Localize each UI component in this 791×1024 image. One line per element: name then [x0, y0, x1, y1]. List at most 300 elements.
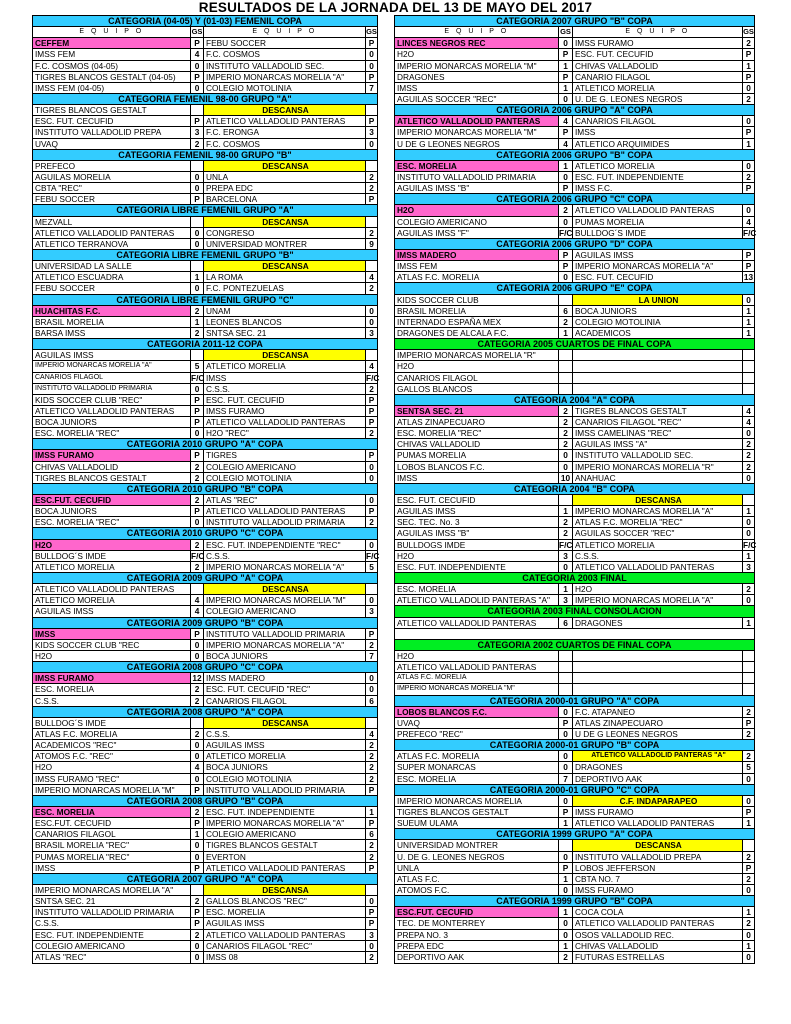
home-score: P	[559, 183, 573, 193]
match-row	[33, 49, 377, 60]
away-score: 2	[746, 93, 751, 104]
category-header	[395, 484, 754, 495]
away-score: 0	[746, 294, 751, 305]
away-team: AGUILAS IMSS	[204, 918, 366, 928]
home-team: LINCES NEGROS REC	[395, 38, 559, 48]
match-row	[395, 428, 754, 439]
away-score: 0	[746, 205, 751, 216]
away-team: C.S.S.	[573, 551, 743, 561]
home-score: P	[191, 629, 204, 639]
away-score: P	[745, 127, 752, 138]
away-team: ESC. FUT. CECUFID	[573, 49, 743, 59]
match-row	[395, 406, 754, 417]
match-row	[33, 172, 377, 183]
away-score: P	[745, 71, 752, 82]
home-team: ATLETICO VALLADOLID PANTERAS	[33, 406, 191, 416]
home-team: CANARIOS FILAGOL	[33, 373, 191, 383]
home-score	[559, 361, 573, 371]
home-team: BULLDOGS IMDE	[395, 540, 559, 550]
match-row	[33, 762, 377, 773]
home-score: 2	[191, 729, 204, 739]
match-row	[33, 930, 377, 941]
home-team: SUPER MONARCAS	[395, 762, 559, 772]
category-title: CATEGORIA 2006 GRUPO "A" COPA	[496, 105, 653, 116]
away-team	[573, 361, 743, 371]
match-row	[395, 673, 754, 684]
home-team: UNLA	[395, 863, 559, 873]
away-team: LEONES BLANCOS	[204, 317, 366, 327]
category-title: CATEGORIA 2004 "B" COPA	[514, 483, 635, 494]
away-score: 2	[369, 383, 374, 394]
home-team: CEFFEM	[33, 38, 191, 48]
away-team: F.C. PONTEZUELAS	[204, 283, 366, 293]
match-row	[395, 952, 754, 963]
away-score: 2	[369, 951, 374, 962]
category-header	[33, 205, 377, 216]
home-team: FEBU SOCCER	[33, 194, 191, 204]
home-score: 0	[559, 450, 573, 460]
match-row	[395, 863, 754, 874]
home-score: 0	[191, 852, 204, 862]
home-score: 0	[191, 774, 204, 784]
match-row	[395, 473, 754, 484]
home-score	[191, 584, 204, 594]
away-score: P	[368, 405, 375, 416]
home-score	[191, 105, 204, 115]
match-row	[33, 673, 377, 684]
category-title: CATEGORIA 2010 GRUPO "C" COPA	[126, 528, 284, 539]
home-team: ESC. MORELIA "REC"	[33, 517, 191, 527]
home-score	[559, 373, 573, 383]
away-team: IMSS MADERO	[204, 673, 366, 683]
home-score: 0	[559, 762, 573, 772]
away-score	[743, 350, 754, 360]
home-team: SNTSA SEC. 21	[33, 896, 191, 906]
away-team: ESC. FUT. CECUFID	[204, 395, 366, 405]
match-row	[395, 306, 754, 317]
away-team	[573, 350, 743, 360]
home-score: P	[191, 450, 204, 460]
away-team: IMSS FURAMO	[573, 38, 743, 48]
away-score: P	[745, 183, 752, 194]
match-row	[33, 684, 377, 695]
away-score	[366, 584, 377, 594]
home-team: AGUILAS IMSS "B"	[395, 528, 559, 538]
away-score: 6	[369, 829, 374, 840]
match-row	[395, 707, 754, 718]
match-row	[395, 907, 754, 918]
home-score: 3	[559, 551, 573, 561]
home-score: 0	[191, 751, 204, 761]
match-row	[33, 562, 377, 573]
away-team: IMPERIO MONARCAS MORELIA "A"	[573, 595, 743, 605]
match-row	[395, 840, 754, 851]
category-header	[33, 439, 377, 450]
home-score: 10	[559, 473, 573, 483]
category-title: CATEGORIA 2000-01 GRUPO "B" COPA	[489, 740, 660, 751]
home-score: P	[191, 194, 204, 204]
away-team: ATLAS "REC"	[204, 495, 366, 505]
home-score: 2	[191, 139, 204, 149]
home-score: 7	[559, 774, 573, 784]
category-header	[395, 16, 754, 27]
match-row	[33, 283, 377, 294]
away-team: INSTITUTO VALLADOLID PRIMARIA	[204, 517, 366, 527]
away-team: AGUILAS SOCCER "REC"	[573, 528, 743, 538]
match-row	[395, 751, 754, 762]
home-team: ATLAS F.C. MORELIA	[395, 751, 559, 761]
match-row	[395, 295, 754, 306]
home-score: P	[559, 718, 573, 728]
home-team: MEZVALL	[33, 217, 191, 227]
away-score: 2	[369, 428, 374, 439]
away-team: AGUILAS IMSS	[573, 250, 743, 260]
category-header	[395, 696, 754, 707]
away-score: P	[745, 806, 752, 817]
match-row	[33, 317, 377, 328]
category-title: CATEGORIA 2000-01 GRUPO "C" COPA	[489, 784, 660, 795]
away-score: 1	[746, 818, 751, 829]
home-score: GS	[559, 27, 573, 37]
away-team: AGUILAS IMSS "A"	[573, 439, 743, 449]
home-team: ATLAS F.C. MORELIA	[395, 272, 559, 282]
page-title: RESULTADOS DE LA JORNADA DEL 13 DE MAYO DEL 2017	[198, 0, 593, 15]
away-score: 0	[369, 49, 374, 60]
home-team: DRAGONES DE ALCALA F.C.	[395, 328, 559, 338]
away-score: 2	[746, 918, 751, 929]
column-header-row	[395, 27, 754, 38]
home-score: P	[191, 785, 204, 795]
home-score	[559, 350, 573, 360]
away-score: 6	[369, 695, 374, 706]
home-score: P	[191, 406, 204, 416]
match-row	[33, 506, 377, 517]
home-score	[191, 161, 204, 171]
home-score: P	[559, 807, 573, 817]
home-team: BOCA JUNIORS	[33, 506, 191, 516]
away-team: IMPERIO MONARCAS MORELIA "A"	[204, 72, 366, 82]
match-row	[395, 551, 754, 562]
match-row	[395, 684, 754, 695]
category-title: CATEGORIA LIBRE FEMENIL GRUPO "C"	[116, 294, 294, 305]
home-score: F/C	[191, 372, 205, 383]
home-team: SENTSA SEC. 21	[395, 406, 559, 416]
away-score: 4	[746, 405, 751, 416]
away-team: BARCELONA	[204, 194, 366, 204]
away-team: CANARIOS FILAGOL	[204, 696, 366, 706]
match-row	[33, 239, 377, 250]
home-score: 1	[191, 829, 204, 839]
match-row	[395, 462, 754, 473]
category-title: CATEGORIA 2003 FINAL CONSOLACION	[487, 606, 662, 617]
home-team: BARSA IMSS	[33, 328, 191, 338]
home-team: INSTITUTO VALLADOLID PRIMARIA	[33, 384, 191, 394]
away-score: P	[745, 717, 752, 728]
category-title: CATEGORIA 2008 GRUPO "B" COPA	[126, 795, 284, 806]
match-row	[395, 651, 754, 662]
away-score: 13	[743, 272, 754, 283]
away-score: 1	[746, 60, 751, 71]
away-score: 0	[746, 82, 751, 93]
match-row	[33, 261, 377, 272]
away-score: P	[745, 261, 752, 272]
away-team: INSTITUTO VALLADOLID SEC.	[204, 61, 366, 71]
away-score: F/C	[366, 372, 380, 383]
home-score: 4	[559, 139, 573, 149]
away-score: F/C	[743, 227, 757, 238]
home-score: 1	[559, 818, 573, 828]
away-score: 0	[746, 472, 751, 483]
home-team: BRASIL MORELIA	[395, 306, 559, 316]
away-team: IMPERIO MONARCAS MORELIA "A"	[573, 261, 743, 271]
home-score: 0	[559, 729, 573, 739]
away-team: IMPERIO MONARCAS MORELIA "R"	[573, 462, 743, 472]
match-row	[33, 952, 377, 963]
category-title: CATEGORIA 2003 FINAL	[522, 573, 627, 584]
category-title: CATEGORIA 2007 GRUPO "B" COPA	[496, 16, 653, 26]
category-header	[33, 339, 377, 350]
away-score: 0	[746, 595, 751, 606]
home-team: BULLDOG´S IMDE	[33, 551, 191, 561]
match-row	[33, 428, 377, 439]
home-score: 0	[559, 172, 573, 182]
away-team: ATLAS ZINAPECUARO	[573, 718, 743, 728]
away-score: 2	[746, 873, 751, 884]
match-row	[395, 49, 754, 60]
home-team: ATLETICO VALLADOLID PANTERAS	[395, 618, 559, 628]
away-team: DESCANSA	[573, 840, 743, 850]
home-team: KIDS SOCCER CLUB "REC	[33, 640, 191, 650]
match-row	[395, 72, 754, 83]
away-score	[366, 350, 377, 360]
category-header	[33, 94, 377, 105]
match-row	[33, 328, 377, 339]
home-score: 2	[191, 328, 204, 338]
away-team	[573, 373, 743, 383]
away-score: 0	[746, 428, 751, 439]
match-row	[395, 528, 754, 539]
home-score: 0	[559, 885, 573, 895]
match-row	[395, 762, 754, 773]
away-team: IMPERIO MONARCAS MORELIA "M"	[204, 595, 366, 605]
match-row	[395, 584, 754, 595]
away-score: P	[368, 38, 375, 49]
home-score	[559, 673, 573, 683]
away-score: 7	[369, 651, 374, 662]
home-score: P	[191, 417, 204, 427]
away-team: DESCANSA	[204, 350, 366, 360]
away-team: E Q U I P O	[204, 27, 366, 37]
away-team: UNAM	[204, 306, 366, 316]
away-score: 4	[369, 272, 374, 283]
home-score: 0	[191, 840, 204, 850]
away-team: INSTITUTO VALLADOLID PREPA	[573, 852, 743, 862]
match-row	[33, 372, 380, 384]
match-row	[395, 350, 754, 361]
home-team: PUMAS MORELIA	[395, 450, 559, 460]
home-score: 4	[559, 116, 573, 126]
away-score: 0	[369, 472, 374, 483]
home-team: BULLDOG´S IMDE	[33, 718, 191, 728]
away-team: PREPA EDC	[204, 183, 366, 193]
away-team: F.C. COSMOS	[204, 139, 366, 149]
home-score: 0	[191, 228, 204, 238]
away-team: COLEGIO MOTOLINIA	[573, 317, 743, 327]
away-score: 3	[369, 606, 374, 617]
home-team: LOBOS BLANCOS F.C.	[395, 707, 559, 717]
match-row	[33, 941, 377, 952]
home-team: IMPERIO MONARCAS MORELIA "M"	[395, 127, 559, 137]
home-team: PREPA NO. 3	[395, 930, 559, 940]
away-team: ESC. MORELIA	[204, 907, 366, 917]
away-score: 2	[369, 171, 374, 182]
category-header	[33, 874, 377, 885]
home-score	[559, 651, 573, 661]
home-team: BOCA JUNIORS	[33, 417, 191, 427]
home-team: FEBU SOCCER	[33, 283, 191, 293]
away-score: 0	[746, 517, 751, 528]
away-team: IMPERIO MONARCAS MORELIA "A"	[204, 562, 366, 572]
away-score: 2	[746, 584, 751, 595]
home-score: 2	[191, 306, 204, 316]
away-team: LA ROMA	[204, 272, 366, 282]
away-score: 0	[746, 116, 751, 127]
away-score: GS	[743, 27, 754, 37]
away-team: CHIVAS VALLADOLID	[573, 941, 743, 951]
home-score: 2	[559, 952, 573, 963]
blank-row	[395, 629, 754, 640]
home-score: 2	[559, 417, 573, 427]
home-team: H2O	[395, 551, 559, 561]
away-score	[366, 105, 377, 115]
category-title: CATEGORIA 2006 GRUPO "E" COPA	[496, 283, 653, 294]
home-team: CANARIOS FILAGOL	[395, 373, 559, 383]
category-header	[395, 150, 754, 161]
away-score: 0	[746, 929, 751, 940]
home-team: IMSS FURAMO	[33, 673, 191, 683]
away-score: P	[745, 49, 752, 60]
category-header	[395, 239, 754, 250]
away-team: COCA COLA	[573, 907, 743, 917]
home-team: IMSS FURAMO "REC"	[33, 774, 191, 784]
away-score	[743, 373, 754, 383]
home-team: SEC. TEC. No. 3	[395, 517, 559, 527]
away-team	[573, 384, 743, 394]
away-score: P	[745, 862, 752, 873]
home-team: COLEGIO AMERICANO	[395, 217, 559, 227]
home-team: AGUILAS IMSS	[33, 606, 191, 616]
away-team: ACADEMICOS	[573, 328, 743, 338]
match-row	[395, 718, 754, 729]
home-team: ESC. FUT. INDEPENDIENTE	[395, 562, 559, 572]
away-team: INSTITUTO VALLADOLID SEC.	[573, 450, 743, 460]
away-team: U DE G LEONES NEGROS	[573, 729, 743, 739]
home-score: 12	[191, 673, 204, 683]
category-header	[395, 573, 754, 584]
category-title: CATEGORIA 2006 GRUPO "D" COPA	[496, 238, 653, 249]
home-team: ATLAS F.C. MORELIA	[33, 729, 191, 739]
away-team: ESC. FUT. INDEPENDIENTE	[204, 807, 366, 817]
away-score	[366, 261, 377, 271]
away-team: ATLETICO VALLADOLID PANTERAS "A"	[573, 751, 743, 761]
category-title: CATEGORIA 2008 GRUPO "A" COPA	[126, 706, 284, 717]
home-team: H2O	[395, 49, 559, 59]
away-team: ATLETICO MORELIA	[204, 361, 366, 371]
away-team: TIGRES	[204, 450, 366, 460]
home-team: H2O	[33, 762, 191, 772]
home-team: IMPERIO MONARCAS MORELIA "M"	[395, 684, 559, 694]
away-score: 0	[746, 795, 751, 806]
category-header	[395, 339, 754, 350]
away-score: 1	[746, 617, 751, 628]
away-score: 0	[369, 940, 374, 951]
away-team: CBTA NO. 7	[573, 874, 743, 884]
home-team: ATOMOS F.C. "REC"	[33, 751, 191, 761]
home-team: ATLAS F.C.	[395, 874, 559, 884]
home-score: 0	[559, 38, 573, 48]
home-score: 0	[559, 751, 573, 761]
category-title: CATEGORIA LIBRE FEMENIL GRUPO "A"	[116, 205, 294, 216]
home-score: 0	[559, 94, 573, 104]
away-team: IMPERIO MONARCAS MORELIA "A"	[204, 640, 366, 650]
match-row	[395, 227, 757, 239]
home-team: INSTITUTO VALLADOLID PREPA	[33, 127, 191, 137]
home-team: ESC. MORELIA	[33, 684, 191, 694]
away-score: 2	[746, 38, 751, 49]
home-score: P	[191, 38, 204, 48]
home-score: P	[559, 261, 573, 271]
home-score: P	[191, 918, 204, 928]
match-row	[33, 818, 377, 829]
match-row	[33, 361, 377, 372]
home-team: IMSS FEM (04-05)	[33, 83, 191, 93]
away-team: BOCA JUNIORS	[573, 306, 743, 316]
away-score: 1	[746, 327, 751, 338]
home-team: UNIVERSIDAD MONTRER	[395, 840, 559, 850]
home-team: ESC. MORELIA	[395, 161, 559, 171]
match-row	[33, 72, 377, 83]
home-score	[191, 885, 204, 895]
category-title: CATEGORIA 2007 GRUPO "A" COPA	[126, 873, 284, 884]
home-score: 0	[191, 83, 204, 93]
away-team	[573, 673, 743, 683]
away-score: 1	[746, 940, 751, 951]
home-score: 1	[559, 328, 573, 338]
home-team: IMSS	[33, 863, 191, 873]
home-score: 2	[559, 406, 573, 416]
away-team: IMPERIO MONARCAS MORELIA "A"	[204, 818, 366, 828]
home-team: ESC. MORELIA "REC"	[33, 428, 191, 438]
away-team: DESCANSA	[204, 161, 366, 171]
category-header	[395, 896, 754, 907]
away-score: 3	[369, 127, 374, 138]
away-score: 3	[369, 929, 374, 940]
away-team: TIGRES BLANCOS GESTALT	[204, 840, 366, 850]
home-score: 0	[559, 796, 573, 806]
home-score: 2	[559, 205, 573, 215]
home-team: PUMAS MORELIA "REC"	[33, 852, 191, 862]
away-score: P	[745, 249, 752, 260]
home-score: P	[191, 72, 204, 82]
match-row	[395, 250, 754, 261]
home-team: ESC. MORELIA	[395, 584, 559, 594]
away-score: 2	[369, 227, 374, 238]
match-row	[395, 417, 754, 428]
away-score: P	[368, 784, 375, 795]
home-score: 5	[191, 361, 204, 371]
home-team: ATLAS F.C. MORELIA	[395, 673, 559, 683]
match-row	[395, 807, 754, 818]
